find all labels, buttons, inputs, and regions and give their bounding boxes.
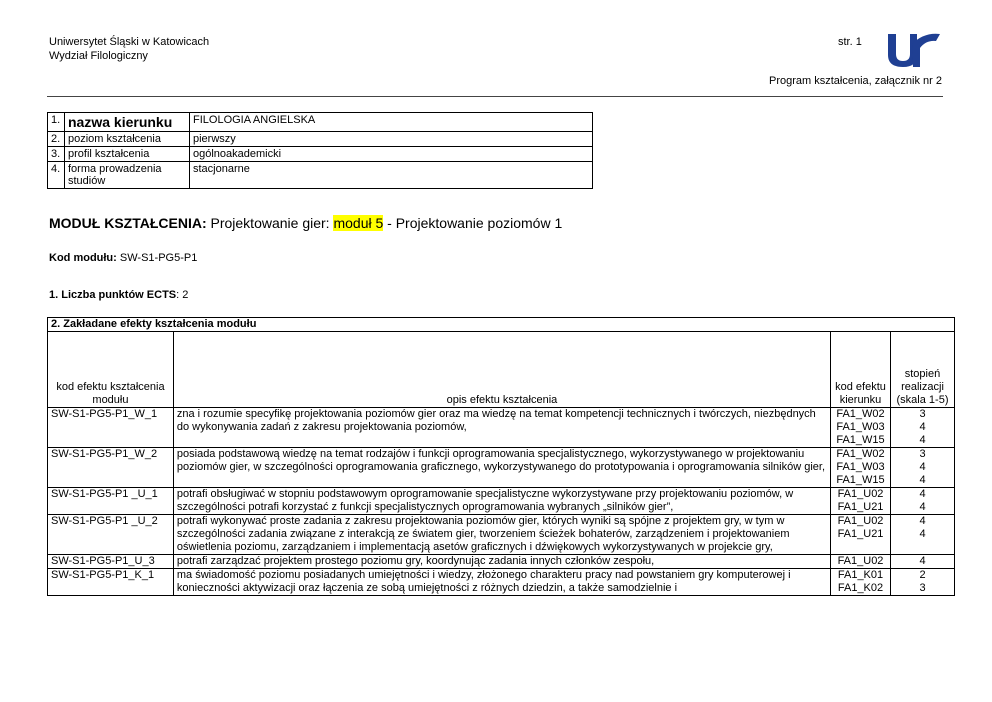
- table-row: [48, 515, 955, 555]
- degrees: [891, 408, 955, 448]
- degrees: [891, 555, 955, 569]
- col-header-code: kod efektu kształcenia modułu: [48, 332, 174, 408]
- dir-code: FA1_U02: [837, 488, 884, 500]
- module-code-value: SW-S1-PG5-P1: [119, 252, 198, 264]
- faculty-name: Wydział Filologiczny: [49, 50, 148, 62]
- info-num: 3.: [48, 147, 65, 162]
- module-title: [49, 214, 562, 232]
- info-value: ogólnoakademicki: [190, 147, 593, 162]
- section-title: 2. Zakładane efekty kształcenia modułu: [48, 318, 955, 332]
- outcome-code: SW-S1-PG5-P1 _U_2: [48, 515, 174, 555]
- degree-value: 2: [919, 569, 926, 581]
- outcome-desc: potrafi obsługiwać w stopniu podstawowym oprogramowanie specjalistyczne wykorzystywane przy projektowaniu poziomów, w szczególności potrafi korzystać z funkcji specjalistycznych oprogramowania wybranych „silników gier”,: [173, 488, 830, 515]
- info-label: nazwa kierunku: [65, 113, 190, 132]
- dir-code: FA1_W03: [836, 461, 885, 473]
- dir-code: FA1_U02: [837, 555, 884, 567]
- university-logo: [884, 30, 942, 68]
- dir-code: FA1_W15: [836, 434, 885, 446]
- dir-codes: [831, 515, 891, 555]
- table-row: [48, 448, 955, 488]
- degree-value: 4: [919, 461, 926, 473]
- degree-value: 3: [919, 582, 926, 594]
- info-row: [48, 147, 593, 162]
- degree-value: 4: [919, 488, 926, 500]
- learning-outcomes-table: [47, 317, 955, 596]
- module-number-highlight: moduł 5: [333, 215, 384, 231]
- ects-points: [49, 288, 188, 302]
- degree-value: 3: [919, 408, 926, 420]
- table-row: [48, 488, 955, 515]
- degree-value: 4: [919, 528, 926, 540]
- dir-code: FA1_W03: [836, 421, 885, 433]
- page-number: str. 1: [838, 36, 862, 48]
- dir-code: FA1_K02: [837, 582, 884, 594]
- info-value: pierwszy: [190, 132, 593, 147]
- degree-value: 4: [919, 421, 926, 433]
- ects-label: 1. Liczba punktów ECTS: [49, 289, 177, 301]
- ects-value: : 2: [176, 289, 189, 301]
- dir-code: FA1_W02: [836, 408, 885, 420]
- info-label: poziom kształcenia: [65, 132, 190, 147]
- info-label: forma prowadzenia studiów: [65, 162, 190, 189]
- degree-value: 4: [919, 515, 926, 527]
- dir-code: FA1_W15: [836, 474, 885, 486]
- dir-codes: [831, 408, 891, 448]
- university-name: Uniwersytet Śląski w Katowicach: [49, 36, 210, 48]
- degree-value: 4: [919, 474, 926, 486]
- col-header-degree: stopień realizacji (skala 1-5): [891, 332, 955, 408]
- module-code: [49, 251, 197, 265]
- info-row: [48, 132, 593, 147]
- info-num: 4.: [48, 162, 65, 189]
- dir-code: FA1_W02: [836, 448, 885, 460]
- dir-codes: [831, 448, 891, 488]
- info-num: 2.: [48, 132, 65, 147]
- degrees: [891, 448, 955, 488]
- col-header-dir-code: kod efektu kierunku: [831, 332, 891, 408]
- degree-value: 4: [919, 501, 926, 513]
- dir-code: FA1_U21: [837, 501, 884, 513]
- outcome-desc: ma świadomość poziomu posiadanych umiejętności i wiedzy, złożonego charakteru pracy nad powstaniem gry komputerowej i konieczności aktywizacji oraz łączenia ze sobą umiejętności z różnych dziedzin, a także samodzielnie i: [173, 569, 830, 596]
- table-row: [48, 555, 955, 569]
- degree-value: 4: [919, 434, 926, 446]
- info-label: profil kształcenia: [65, 147, 190, 162]
- outcome-code: SW-S1-PG5-P1_K_1: [48, 569, 174, 596]
- dir-codes: [831, 569, 891, 596]
- info-num: 1.: [48, 113, 65, 132]
- dir-code: FA1_U02: [837, 515, 884, 527]
- outcome-code: SW-S1-PG5-P1_W_2: [48, 448, 174, 488]
- outcome-desc: potrafi zarządzać projektem prostego poziomu gry, koordynując zadania innych członków zespołu,: [173, 555, 830, 569]
- degrees: [891, 515, 955, 555]
- dir-codes: [831, 555, 891, 569]
- module-label: MODUŁ KSZTAŁCENIA:: [49, 215, 207, 231]
- program-info-table: [47, 112, 593, 189]
- dir-codes: [831, 488, 891, 515]
- degree-value: 4: [919, 555, 926, 567]
- module-name-part1: Projektowanie gier:: [210, 215, 334, 231]
- degree-value: 3: [919, 448, 926, 460]
- outcome-desc: zna i rozumie specyfikę projektowania poziomów gier oraz ma wiedzę na temat kompetencji technicznych i twórczych, niezbędnych do wykonywania zadań z zakresu projektowania poziomów,: [173, 408, 830, 448]
- degrees: [891, 569, 955, 596]
- col-header-desc: opis efektu kształcenia: [173, 332, 830, 408]
- table-row: [48, 408, 955, 448]
- header-rule: [47, 96, 943, 97]
- info-row: [48, 162, 593, 189]
- program-attachment: Program kształcenia, załącznik nr 2: [768, 75, 942, 87]
- info-value: stacjonarne: [190, 162, 593, 189]
- outcome-code: SW-S1-PG5-P1_W_1: [48, 408, 174, 448]
- dir-code: FA1_K01: [837, 569, 884, 581]
- module-code-label: Kod modułu:: [49, 252, 117, 264]
- outcome-desc: potrafi wykonywać proste zadania z zakresu projektowania poziomów gier, których wyniki są spójne z projektem gry, w tym w szczególności zadania związane z interakcją ze światem gier, tworzeniem ścieżek bohaterów, zarządzeniem i projektowaniem oświetlenia poziomu, zarządzaniem i implementacją asetów graficznych i dźwiękowych wykorzystywanych w projekcie gry,: [173, 515, 830, 555]
- degrees: [891, 488, 955, 515]
- outcome-desc: posiada podstawową wiedzę na temat rodzajów i funkcji oprogramowania specjalistycznego, wykorzystywanego w projektowaniu poziomów gier, w szczególności oprogramowania graficznego, wykorzystywanego do prototypowania i oprogramowania silników gier,: [173, 448, 830, 488]
- info-value: FILOLOGIA ANGIELSKA: [190, 113, 593, 132]
- outcome-code: SW-S1-PG5-P1 _U_1: [48, 488, 174, 515]
- dir-code: FA1_U21: [837, 528, 884, 540]
- outcome-code: SW-S1-PG5-P1_U_3: [48, 555, 174, 569]
- module-name-part2: - Projektowanie poziomów 1: [383, 215, 563, 231]
- info-row: [48, 113, 593, 132]
- table-row: [48, 569, 955, 596]
